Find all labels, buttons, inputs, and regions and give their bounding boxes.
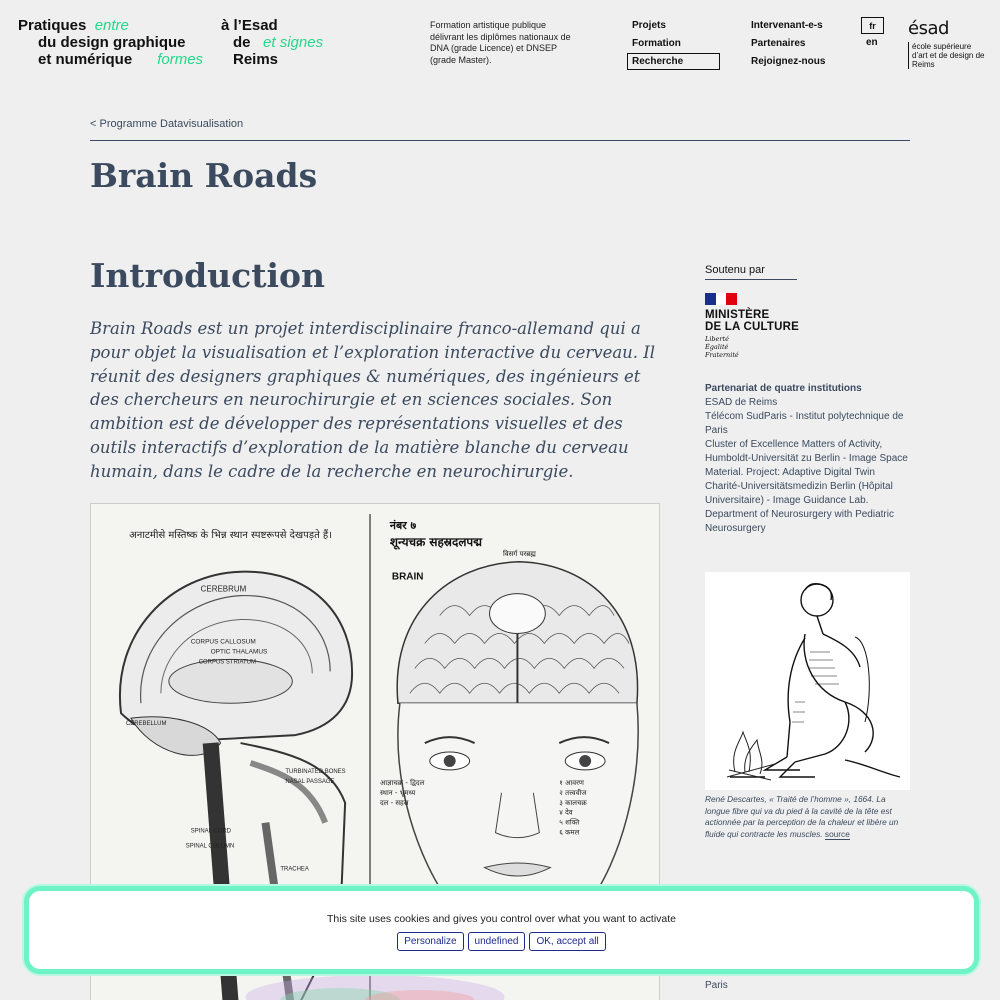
logo-text: et numérique (38, 51, 133, 68)
fig-label: TRACHEA (280, 866, 309, 873)
ministere-name (705, 309, 799, 333)
nav-rejoignez[interactable]: Rejoignez-nous (751, 56, 826, 67)
fig-brain-label: BRAIN (391, 571, 424, 583)
logo-text: Reims (233, 51, 279, 68)
svg-text:१ आवरण: १ आवरण (559, 778, 584, 787)
ministere-culture-logo[interactable] (705, 293, 799, 359)
fig-label: NASAL PASSAGE (285, 778, 335, 785)
site-logo[interactable] (18, 17, 218, 68)
fig-label: CORPUS CALLOSUM (190, 638, 256, 646)
partner-city: Paris (705, 980, 728, 991)
fig-label: SPINAL COLUMN (185, 843, 235, 850)
partner-item: Cluster of Excellence Matters of Activity, Humboldt-Universität zu Berlin - Image Space Material. Project: Adaptive Digital Twin (705, 439, 908, 478)
ministere-line: MINISTÈRE (705, 309, 770, 321)
fig-label: TURBINATED BONES (285, 768, 346, 775)
esad-mark: ésad (908, 18, 949, 39)
cookie-message: This site uses cookies and gives you control over what you want to activate (326, 913, 676, 925)
nav-projets[interactable]: Projets (632, 20, 666, 31)
esad-subtitle: école supérieure d’art et de design de Reims (908, 42, 988, 69)
site-header (0, 0, 1000, 100)
svg-text:५ शक्ति: ५ शक्ति (559, 818, 580, 827)
fig-right-top: विसर्ग परब्रह्म (502, 549, 536, 558)
logo-text-accent: et signes (263, 34, 324, 51)
logo-text: du design graphique (38, 34, 186, 51)
school-description: Formation artistique publique délivrant les diplômes nationaux de DNA (grade Licence) et DNSEP (grade Master). (430, 20, 571, 65)
fig-label: CORPUS STRIATUM (198, 659, 256, 666)
page-title: Brain Roads (90, 156, 318, 195)
logo-text-accent: formes (157, 51, 204, 68)
partners-heading: Partenariat de quatre institutions (705, 383, 862, 394)
logo-text-accent: entre (94, 17, 129, 34)
divider (90, 140, 910, 141)
svg-text:६ कमल: ६ कमल (559, 828, 580, 837)
ministere-line: DE LA CULTURE (705, 321, 799, 333)
svg-text:३ कालचक्र: ३ कालचक्र (559, 798, 587, 807)
cookie-banner (24, 886, 979, 974)
fig-label: SPINAL CORD (190, 828, 231, 835)
motto-line: Fraternité (705, 350, 739, 359)
descartes-engraving (705, 572, 910, 790)
fig-right-number: नंबर ७ (389, 518, 417, 532)
svg-text:४ देव: ४ देव (559, 808, 573, 817)
ministere-motto (705, 336, 799, 359)
motto-line: Liberté (705, 335, 729, 343)
partner-item: Charité-Universitätsmedizin Berlin (Hôpital Universitaire) - Image Guidance Lab. Department of Neurosurgery with Pediatric Neurosurgery (705, 481, 894, 534)
lang-fr-button[interactable]: fr (861, 17, 884, 34)
intro-text: Brain Roads est un projet interdisciplinaire franco-allemand qui a pour objet la visualisation et l’exploration interactive du cerveau. Il réunit des designers graphiques & numériques, des ingénieurs et des chercheurs en neurochirurgie et en sciences sociales. Son ambition est de développer des représentations visuelles et des outils interactifs d’exploration de la matière blanche du cerveau humain, dans le cadre de la recherche en neurochirurgie. (90, 319, 656, 481)
site-logo-right[interactable] (221, 17, 341, 68)
logo-text: de (233, 34, 251, 51)
cookie-actions (29, 932, 974, 951)
personalize-button[interactable]: Personalize (397, 932, 463, 951)
nav-recherche[interactable]: Recherche (627, 53, 720, 70)
svg-text:आज्ञाचक्र - द्विदल: आज्ञाचक्र - द्विदल (379, 778, 425, 787)
svg-text:स्थान - भ्रूमध्य: स्थान - भ्रूमध्य (379, 788, 416, 797)
partner-item: ESAD de Reims (705, 397, 778, 408)
french-flag-icon (705, 293, 737, 305)
svg-text:२ तत्त्ववीज: २ तत्त्ववीज (559, 788, 587, 797)
logo-text: Pratiques (18, 17, 87, 34)
fig-left-caption: अनाटमीसे मस्तिष्क के भिन्न स्थान स्पष्टरूपसे देखपड़ते हैं। (129, 529, 332, 541)
section-heading: Introduction (90, 256, 326, 295)
motto-line: Égalité (705, 342, 729, 351)
descartes-illustration (705, 572, 910, 790)
partners-list (705, 382, 910, 536)
svg-text:दल - सहस्र: दल - सहस्र (379, 798, 409, 807)
breadcrumb[interactable]: < Programme Datavisualisation (90, 118, 244, 130)
esad-logo[interactable] (908, 18, 988, 69)
caption-source-link[interactable]: source (824, 828, 850, 839)
fig-label: OPTIC THALAMUS (210, 648, 268, 656)
fig-right-title: शून्यचक्र सहस्रदलपद्म (389, 534, 482, 549)
image-caption (705, 794, 910, 840)
fig-label: CEREBELLUM (126, 721, 167, 728)
undefined-button[interactable]: undefined (468, 932, 526, 951)
nav-intervenants[interactable]: Intervenant-e-s (751, 20, 823, 31)
lang-en-button[interactable]: en (866, 37, 878, 48)
fig-label: CEREBRUM (200, 584, 247, 594)
partner-item: Télécom SudParis - Institut polytechnique de Paris (705, 411, 904, 436)
nav-formation[interactable]: Formation (632, 38, 681, 49)
accept-all-button[interactable]: OK, accept all (529, 932, 605, 951)
nav-partenaires[interactable]: Partenaires (751, 38, 806, 49)
logo-text: à l’Esad (221, 17, 278, 34)
supported-by-label: Soutenu par (705, 264, 797, 280)
caption-text: René Descartes, « Traité de l’homme », 1664. La longue fibre qui va du pied à la cavité de la tête est actionnée par la perception de la chaleur et libère un fluide qui contracte les muscles. (705, 794, 899, 839)
